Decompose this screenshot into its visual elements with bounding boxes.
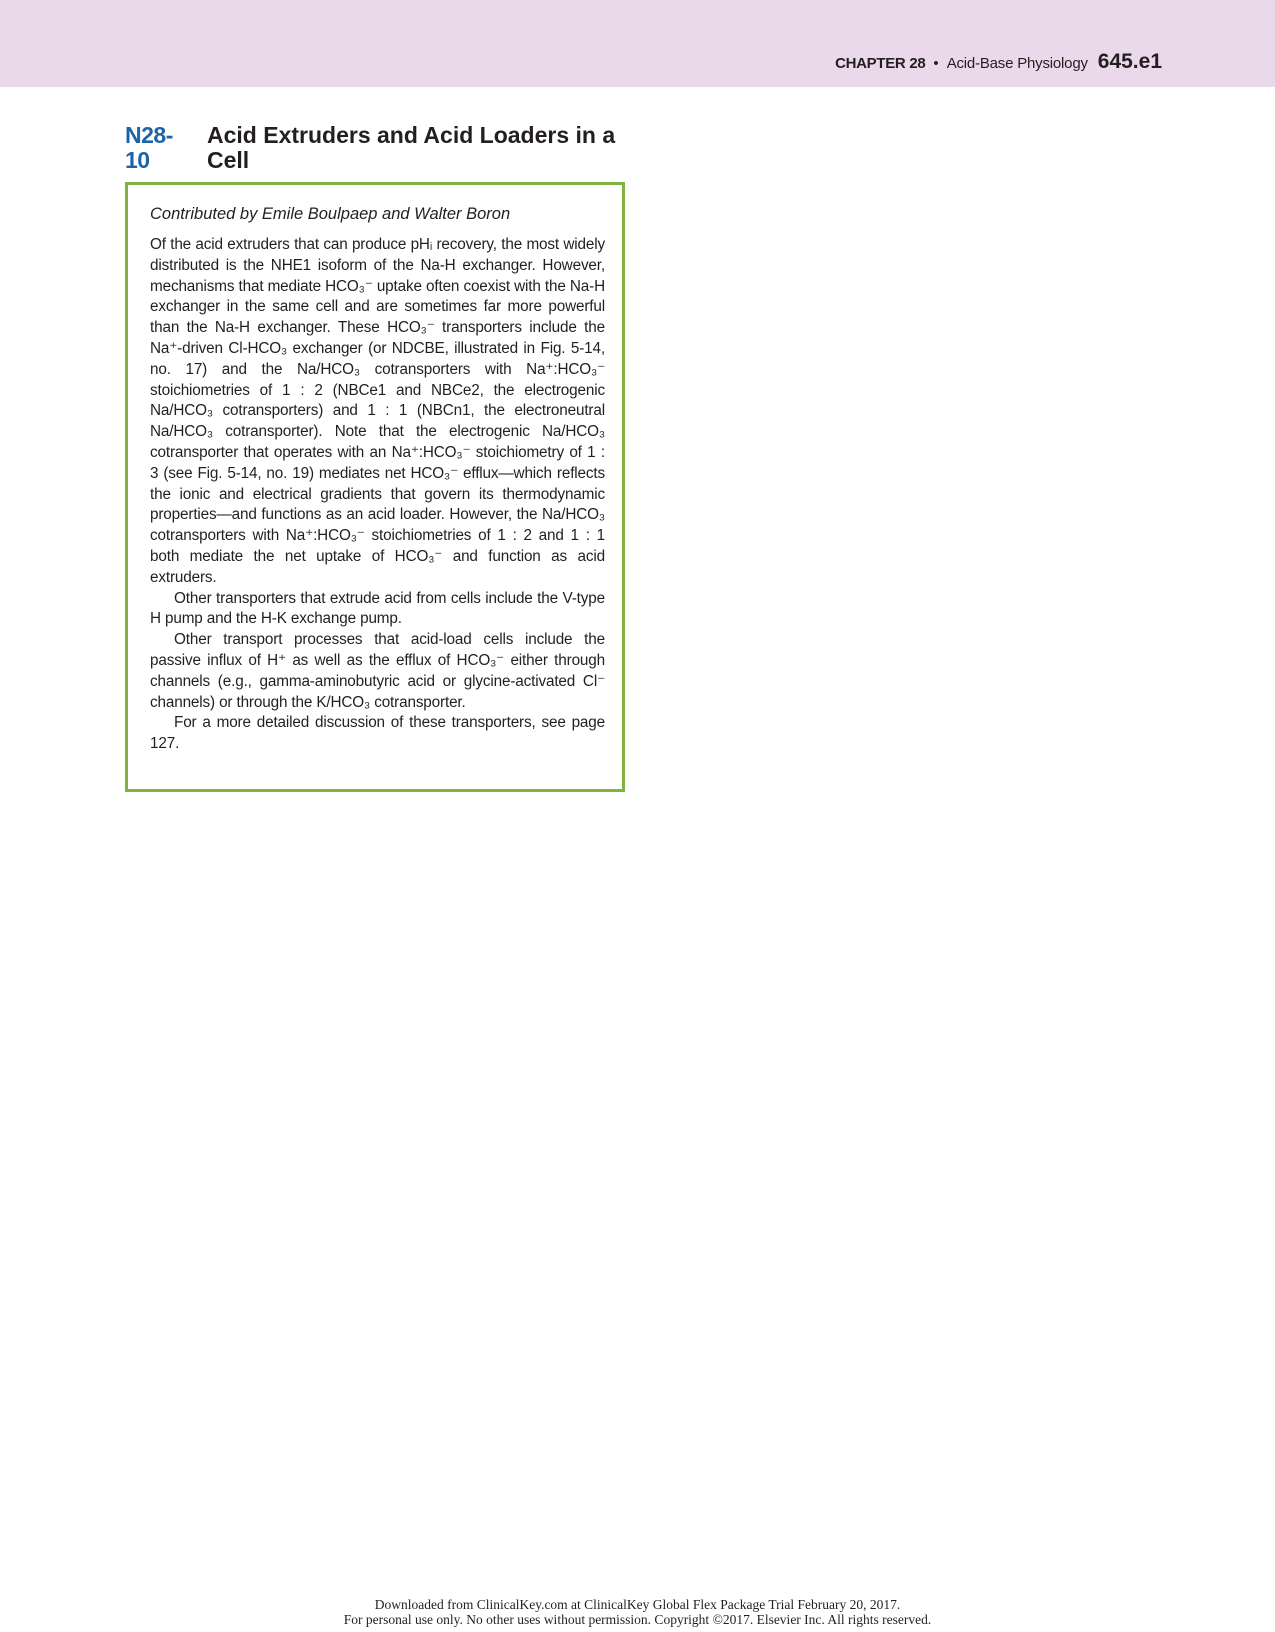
footer-line: Downloaded from ClinicalKey.com at ClinicalKey Global Flex Package Trial February 20, 2017.: [374, 1597, 901, 1612]
note-number: N28-10: [125, 122, 173, 173]
note-body: [150, 235, 605, 755]
running-header-band: [0, 0, 1275, 87]
note-box: [125, 182, 625, 792]
paragraph: Other transporters that extrude acid from cells include the V-type H pump and the H-K exchange pump.: [150, 589, 605, 628]
paragraph: For a more detailed discussion of these transporters, see page 127.: [150, 714, 605, 753]
footer-line: For personal use only. No other uses without permission. Copyright ©2017. Elsevier Inc. All rights reserved.: [343, 1612, 932, 1627]
paragraph: Of the acid extruders that can produce pHᵢ recovery, the most widely distributed is the NHE1 isoform of the Na-H exchanger. However, mechanisms that mediate HCO₃⁻ uptake often coexist with the Na-H exchanger in the same cell and are sometimes far more powerful than the Na-H exchanger. These HCO₃⁻ transporters include the Na⁺-driven Cl-HCO₃ exchanger (or NDCBE, illustrated in Fig. 5-14, no. 17) and the Na/HCO₃ cotransporters with Na⁺:HCO₃⁻ stoichiometries of 1 : 2 (NBCe1 and NBCe2, the electrogenic Na/HCO₃ cotransporters) and 1 : 1 (NBCn1, the electroneutral Na/HCO₃ cotransporter). Note that the electrogenic Na/HCO₃ cotransporter that operates with an Na⁺:HCO₃⁻ stoichiometry of 1 : 3 (see Fig. 5-14, no. 19) mediates net HCO₃⁻ efflux—which reflects the ionic and electrical gradients that govern its thermodynamic properties—and functions as an acid loader. However, the Na/HCO₃ cotransporters with Na⁺:HCO₃⁻ stoichiometries of 1 : 2 and 1 : 1 both mediate the net uptake of HCO₃⁻ and function as acid extruders.: [150, 236, 605, 586]
running-header: [835, 50, 1162, 74]
contributors: Contributed by Emile Boulpaep and Walter Boron: [150, 205, 511, 223]
page-number: 645.e1: [1097, 50, 1162, 73]
note-title: Acid Extruders and Acid Loaders in a Cell: [207, 122, 616, 173]
chapter-label: CHAPTER 28: [835, 55, 926, 72]
bullet-separator: •: [933, 55, 939, 72]
paragraph: Other transport processes that acid-load cells include the passive influx of H⁺ as well as the efflux of HCO₃⁻ either through channels (e.g., gamma-aminobutyric acid or glycine-activated Cl⁻ channels) or through the K/HCO₃ cotransporter.: [150, 631, 605, 711]
download-footer: [0, 1597, 1275, 1627]
section-label: Acid-Base Physiology: [946, 55, 1088, 72]
